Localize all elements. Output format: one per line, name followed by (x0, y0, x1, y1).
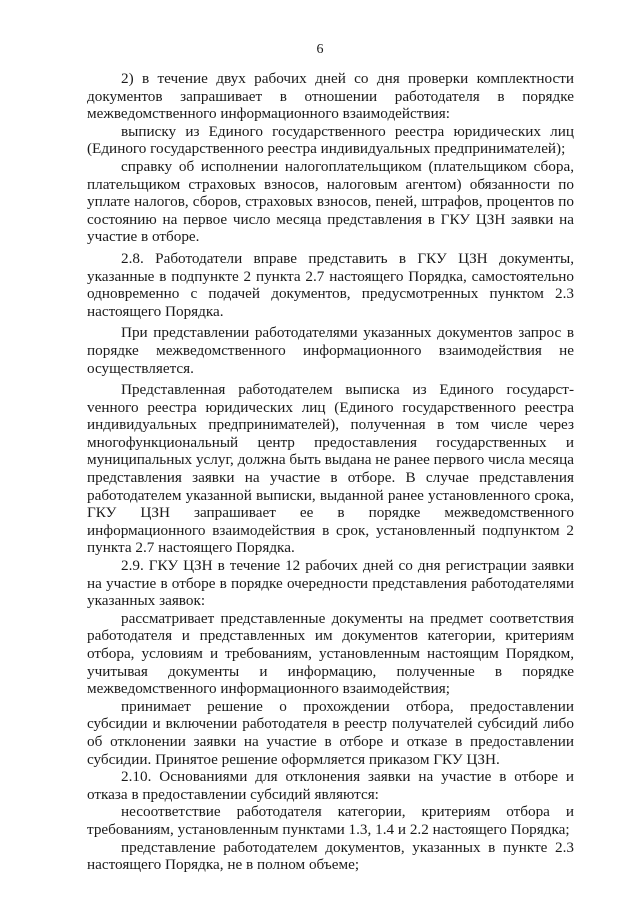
paragraph-decision: принимает решение о прохождении отбора, предоставлении субсидии и включении работодателя в реестр получателей субсидий либо об отклонении заявки на участие в отборе и отказе в предоставлении субсидии. Принятое решение оформляется приказом ГКУ ЦЗН. (87, 697, 574, 768)
paragraph-2-10: 2.10. Основаниями для отклонения заявки на участие в отборе и отказа в предоставлении субсидий являются: (87, 768, 574, 803)
document-body (87, 70, 574, 874)
paragraph-2-9: 2.9. ГКУ ЦЗН в течение 12 рабочих дней со дня регистрации заявки на участие в отборе в порядке очередности представления работодателями указанных заявок: (87, 557, 574, 610)
paragraph-2-8: 2.8. Работодатели вправе представить в ГКУ ЦЗН документы, указанные в подпункте 2 пункта 2.7 настоящего Порядка, самостоятельно одновременно с подачей документов, предусмотренных пунктом 2.3 настоящего Порядка. (87, 249, 574, 320)
page-number: 6 (316, 42, 324, 57)
paragraph-no-request: При представлении работодателями указанных документов запрос в порядке межведомственного информационного взаимодействия не осуществляется. (87, 324, 574, 377)
paragraph-nonconformity: несоответствие работодателя категории, критериям отбора и требованиям, установленным пунктами 1.3, 1.4 и 2.2 настоящего Порядка; (87, 803, 574, 838)
paragraph-extract-validity: Представленная работодателем выписка из Единого государстvенного реестра юридических лиц (Единого государственного реестра индивидуальных предпринимателей), полученная в том числе через многофункциональный центр предоставления государственных и муниципальных услуг, должна быть выдана не ранее первого числа месяца представления заявки на участие в отборе. В случае представления работодателем указанной выписки, выданной ранее установленного срока, ГКУ ЦЗН запрашивает ее в порядке межведомственного информационного взаимодействия в срок, установленный подпунктом 2 пункта 2.7 настоящего Порядка. (87, 381, 574, 557)
paragraph-extract-egrul: выписку из Единого государственного реестра юридических лиц (Единого государственного реестра индивидуальных предпринимателей); (87, 122, 574, 158)
paragraph-2-7-sub2: 2) в течение двух рабочих дней со дня проверки комплектности документов запрашивает в отношении работодателя в порядке межведомственного информационного взаимодействия: (87, 70, 574, 123)
paragraph-incomplete-documents: представление работодателем документов, указанных в пункте 2.3 настоящего Порядка, не в полном объеме; (87, 838, 574, 874)
paragraph-review-documents: рассматривает представленные документы на предмет соответствия работодателя и представленных им документов категории, критериям отбора, условиям и требованиям, установленным настоящим Порядком, учитывая документы и информацию, полученные в порядке межведомственного информационного взаимодействия; (87, 609, 574, 698)
paragraph-tax-certificate: справку об исполнении налогоплательщиком (плательщиком сбора, плательщиком страховых взносов, налоговым агентом) обязанности по уплате налогов, сборов, страховых взносов, пеней, штрафов, процентов по состоянию на первое число месяца представления в ГКУ ЦЗН заявки на участие в отборе. (87, 157, 574, 246)
